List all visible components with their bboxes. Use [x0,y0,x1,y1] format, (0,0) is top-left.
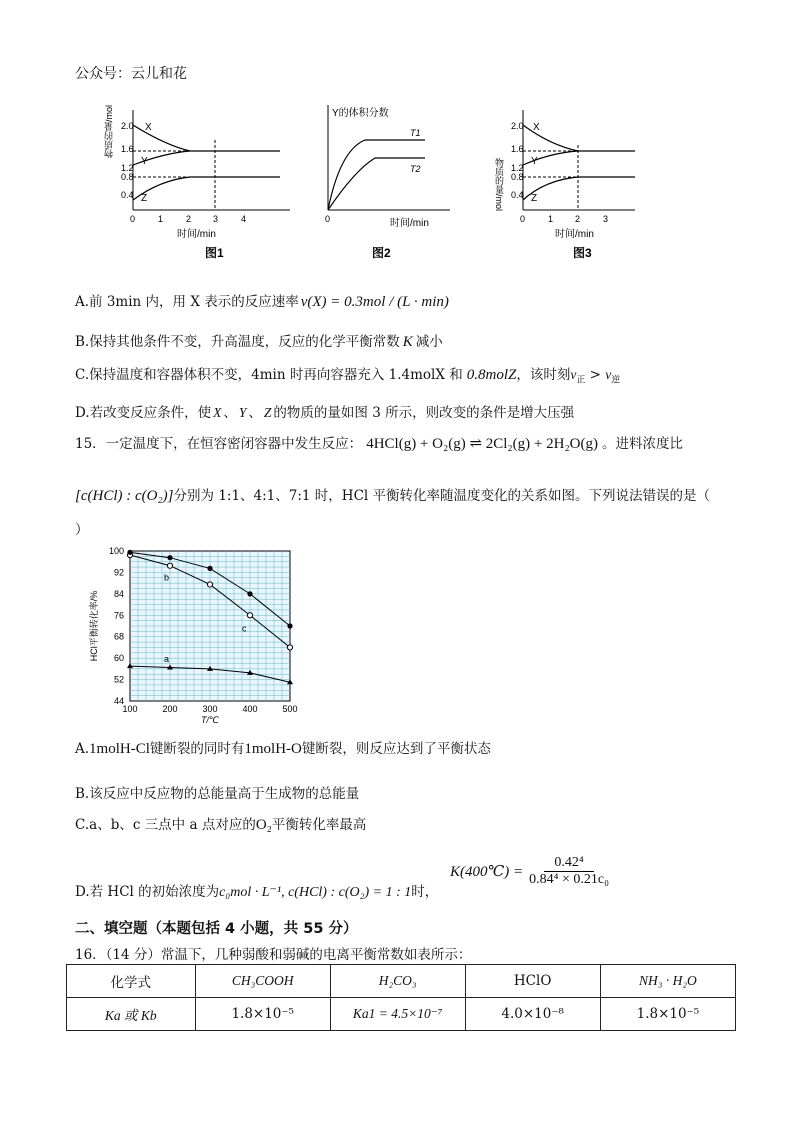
table-header-row [67,965,736,998]
table-cell: Ka 或 Kb [67,998,196,1031]
table-cell: 1.8×10⁻⁵ [600,998,735,1031]
fig1-ytick: 0.4 [121,190,134,200]
q14-option-b: B.保持其他条件不变，升高温度，反应的化学平衡常数 K 减小 [75,334,443,350]
svg-text:Z: Z [531,193,538,204]
x-tick-label: 500 [282,704,298,714]
table-header-cell: CH₃COOH [195,965,330,998]
y-tick-label: 44 [113,696,124,706]
svg-text:4: 4 [241,214,247,224]
fig1-curve-label: X [145,122,152,133]
svg-text:3: 3 [213,214,219,224]
fig2-ylabel: Y的体积分数 [332,108,389,119]
table-header-cell: NH₃ · H₂O [600,965,735,998]
svg-text:0: 0 [325,214,331,224]
series-label-a: a [164,654,170,665]
figure-2 [310,100,460,265]
figure-3 [485,100,665,265]
fig2-xlabel: 时间/min [390,218,429,229]
series-point-c [167,555,172,560]
svg-text:2.0: 2.0 [511,121,524,131]
table-header-cell: HClO [465,965,600,998]
fig3-ylabel: 物质的量/mol [494,158,504,212]
series-label-b: b [164,572,170,583]
series-point-b [167,563,172,568]
svg-text:0: 0 [520,214,526,224]
series-point-b [247,613,252,618]
y-tick-label: 76 [113,610,124,621]
svg-text:3: 3 [603,214,609,224]
q15-option-a: A.1molH-Cl键断裂的同时有1molH-O键断裂，则反应达到了平衡状态 [75,741,491,757]
fig1-curve-label: Z [141,193,148,204]
svg-text:0.4: 0.4 [511,190,524,200]
table-header-cell: 化学式 [67,965,196,998]
q15-stem-line2: [c(HCl) : c(O₂)]分别为 1:1、4:1、7:1 时，HCl 平衡转化率随温度变化的关系如图。下列说法错误的是（ [75,488,711,504]
y-tick-label: 92 [113,567,124,578]
series-point-c [127,550,132,555]
ionization-constant-table [66,964,736,1031]
y-tick-label: 60 [113,653,124,664]
series-point-b [287,645,292,650]
fig2-curve-label: T1 [410,128,421,138]
fig1-ytick: 0.8 [121,172,134,182]
svg-text:1: 1 [158,214,164,224]
svg-text:1.2: 1.2 [511,163,524,173]
svg-text:2: 2 [186,214,192,224]
table-cell: 4.0×10⁻⁸ [465,998,600,1031]
page-header: 公众号：云儿和花 [75,66,187,82]
q15-option-b: B.该反应中反应物的总能量高于生成物的总能量 [75,786,360,802]
q14-option-c: C.保持温度和容器体积不变，4min 时再向容器充入 1.4molX 和 0.8molZ，该时刻$v_正 > v_逆$ [75,367,621,386]
y-tick-label: 68 [113,631,124,642]
svg-text:2: 2 [575,214,581,224]
series-label-c: c [242,623,247,634]
fig3-caption: 图3 [573,246,592,260]
section-title: 二、填空题（本题包括 4 小题，共 55 分） [75,921,358,937]
hcl-conversion-chart [85,543,315,723]
series-point-c [207,566,212,571]
table-cell: 1.8×10⁻⁵ [195,998,330,1031]
svg-text:0: 0 [130,214,136,224]
y-tick-label: 84 [113,588,124,599]
svg-text:1: 1 [548,214,554,224]
x-tick-label: 200 [162,704,178,714]
fig1-curve-label: Y [141,156,148,167]
fig1-ytick: 1.2 [121,163,134,173]
fig1-xlabel: 时间/min [177,229,216,240]
x-tick-label: 300 [202,704,218,714]
y-axis-label: HCl平衡转化率/% [89,590,99,662]
y-tick-label: 52 [113,674,124,685]
series-point-c [287,623,292,628]
series-point-b [207,582,212,587]
q14-option-d: D.若改变反应条件，使 X 、 Y 、 Z 的物质的量如图 3 所示，则改变的条件是增大压强 [75,405,575,421]
series-point-c [247,591,252,596]
q15-stem-line3: ） [75,522,89,538]
y-tick-label: 100 [108,546,124,556]
q15-option-d-formula: K(400℃) = $\frac{\text{0.42⁴}}{\text{0.84⁴ × 0.21c₀}}$ [450,855,610,887]
svg-text:1.6: 1.6 [511,144,524,154]
fig1-ytick: 2.0 [121,121,134,131]
q15-option-d: D.若 HCl 的初始浓度为c₀mol · L⁻¹, c(HCl) : c(O₂) = 1 : 1时， [75,884,439,900]
q14-option-a: A.前 3min 内，用 X 表示的反应速率 v(X) = 0.3mol / (L · min) [75,294,449,310]
x-tick-label: 400 [242,704,258,714]
q16-stem: 16．（14 分）常温下，几种弱酸和弱碱的电离平衡常数如表所示： [75,947,472,963]
svg-text:Y: Y [531,156,538,167]
figure-1 [95,100,295,265]
table-header-cell: H₂CO₃ [330,965,465,998]
svg-text:0.8: 0.8 [511,172,524,182]
fig1-caption: 图1 [205,246,224,260]
fig2-caption: 图2 [372,246,391,260]
q15-stem: 15．一定温度下，在恒容密闭容器中发生反应： 4HCl(g) + O₂(g) ⇌ 2Cl₂(g) + 2H₂O(g) 。进料浓度比 [75,436,683,452]
fig2-curve-label: T2 [410,164,421,174]
x-tick-label: 100 [122,704,138,714]
fig1-ylabel: 物质的量/mol [104,104,114,158]
table-cell: Ka1 = 4.5×10⁻⁷ [330,998,465,1031]
fig3-xlabel: 时间/min [555,229,594,240]
q15-option-c: C.a、b、c 三点中 a 点对应的O₂平衡转化率最高 [75,817,367,833]
x-axis-label: T/℃ [200,715,220,723]
table-row [67,998,736,1031]
fig1-ytick: 1.6 [121,144,134,154]
svg-text:X: X [533,122,540,133]
